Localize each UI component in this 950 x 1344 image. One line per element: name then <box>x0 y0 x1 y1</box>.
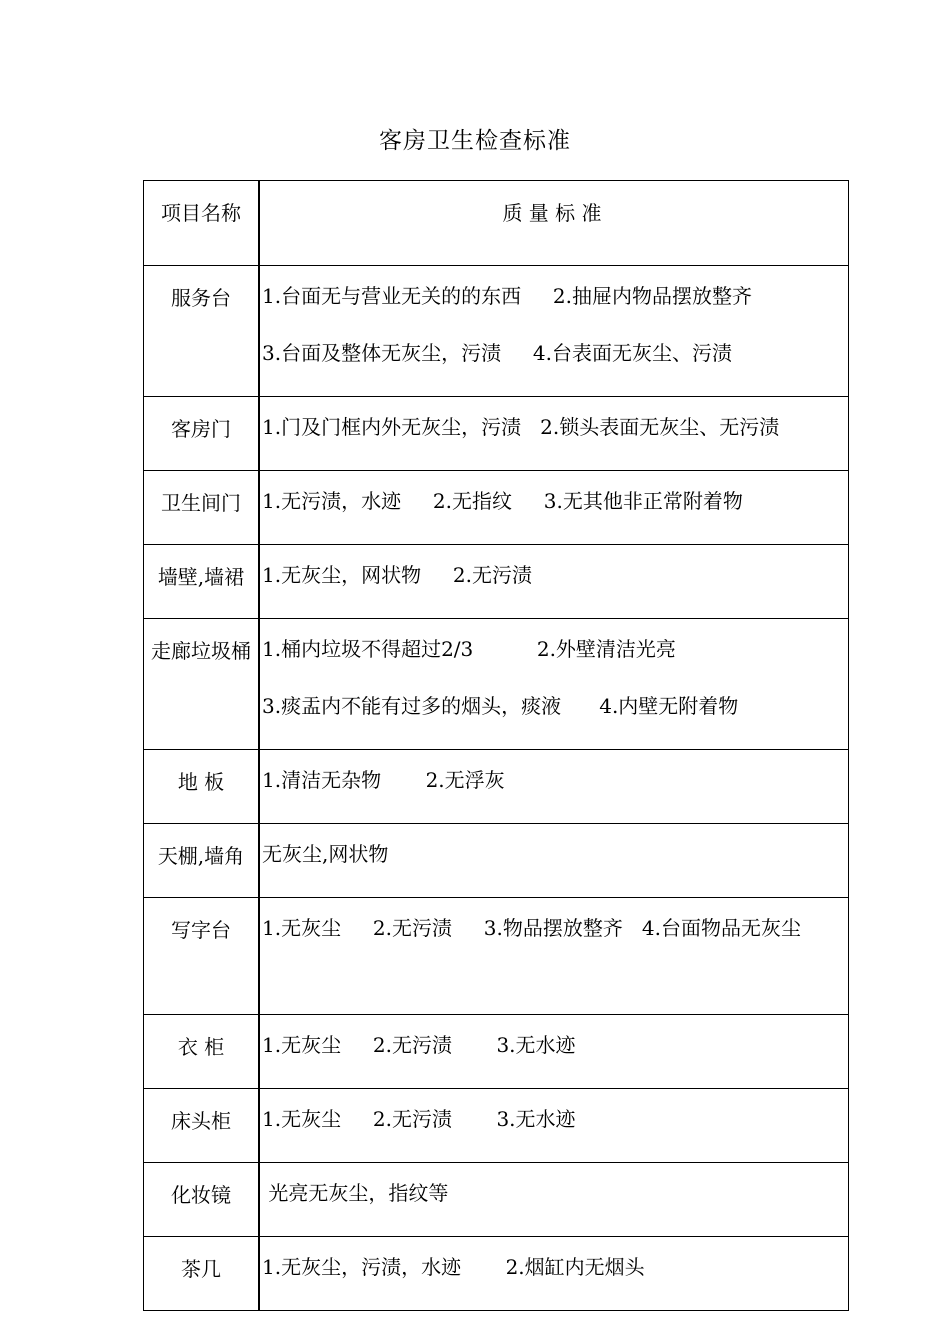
header-quality-standard: 质 量 标 准 <box>259 181 849 266</box>
row-item-name: 走廊垃圾桶 <box>144 619 260 750</box>
row-item-name: 地 板 <box>144 750 260 824</box>
table-row <box>144 898 849 1015</box>
standard-line: 1.台面无与营业无关的的东西 2.抽屉内物品摆放整齐 <box>262 284 752 308</box>
row-item-name: 墙壁,墙裙 <box>144 545 260 619</box>
table-row <box>144 471 849 545</box>
document-title: 客房卫生检查标准 <box>379 128 571 154</box>
standard-line: 1.无灰尘，污渍，水迹 2.烟缸内无烟头 <box>262 1255 645 1279</box>
row-item-name: 客房门 <box>144 397 260 471</box>
row-item-name: 衣 柜 <box>144 1015 260 1089</box>
table-header-row <box>144 181 849 266</box>
row-standard <box>259 1163 849 1237</box>
table-row <box>144 1089 849 1163</box>
row-item-name: 写字台 <box>144 898 260 1015</box>
standard-line: 光亮无灰尘，指纹等 <box>262 1181 449 1205</box>
row-standard <box>259 266 849 397</box>
row-standard <box>259 397 849 471</box>
standard-line: 1.无污渍，水迹 2.无指纹 3.无其他非正常附着物 <box>262 489 743 513</box>
row-item-name: 服务台 <box>144 266 260 397</box>
row-standard <box>259 750 849 824</box>
standard-line: 1.无灰尘 2.无污渍 3.无水迹 <box>262 1107 576 1131</box>
row-item-name: 床头柜 <box>144 1089 260 1163</box>
table-row <box>144 1163 849 1237</box>
table-row <box>144 1015 849 1089</box>
row-standard <box>259 619 849 750</box>
row-item-name: 化妆镜 <box>144 1163 260 1237</box>
inspection-standards-table <box>143 180 849 1311</box>
row-item-name: 茶几 <box>144 1237 260 1311</box>
row-item-name: 天棚,墙角 <box>144 824 260 898</box>
standard-line: 无灰尘,网状物 <box>262 842 389 866</box>
table-row <box>144 619 849 750</box>
standard-line: 1.桶内垃圾不得超过2/3 2.外壁清洁光亮 <box>262 637 676 661</box>
table-row <box>144 397 849 471</box>
row-standard <box>259 545 849 619</box>
table-row <box>144 824 849 898</box>
row-standard <box>259 898 849 1015</box>
standard-line: 3.台面及整体无灰尘，污渍 4.台表面无灰尘、污渍 <box>262 341 732 365</box>
row-standard <box>259 1015 849 1089</box>
row-standard <box>259 471 849 545</box>
row-item-name: 卫生间门 <box>144 471 260 545</box>
table-row <box>144 545 849 619</box>
standard-line: 3.痰盂内不能有过多的烟头，痰液 4.内壁无附着物 <box>262 694 739 718</box>
row-standard <box>259 824 849 898</box>
standard-line: 1.门及门框内外无灰尘，污渍 2.锁头表面无灰尘、无污渍 <box>262 415 780 439</box>
row-standard <box>259 1089 849 1163</box>
standard-line: 1.无灰尘，网状物 2.无污渍 <box>262 563 532 587</box>
table-row <box>144 266 849 397</box>
row-standard <box>259 1237 849 1311</box>
standard-line: 1.无灰尘 2.无污渍 3.物品摆放整齐 4.台面物品无灰尘 <box>262 916 801 940</box>
table-row <box>144 750 849 824</box>
standard-line: 1.无灰尘 2.无污渍 3.无水迹 <box>262 1033 576 1057</box>
standard-line: 1.清洁无杂物 2.无浮灰 <box>262 768 505 792</box>
table-row <box>144 1237 849 1311</box>
header-item-name: 项目名称 <box>144 181 260 266</box>
